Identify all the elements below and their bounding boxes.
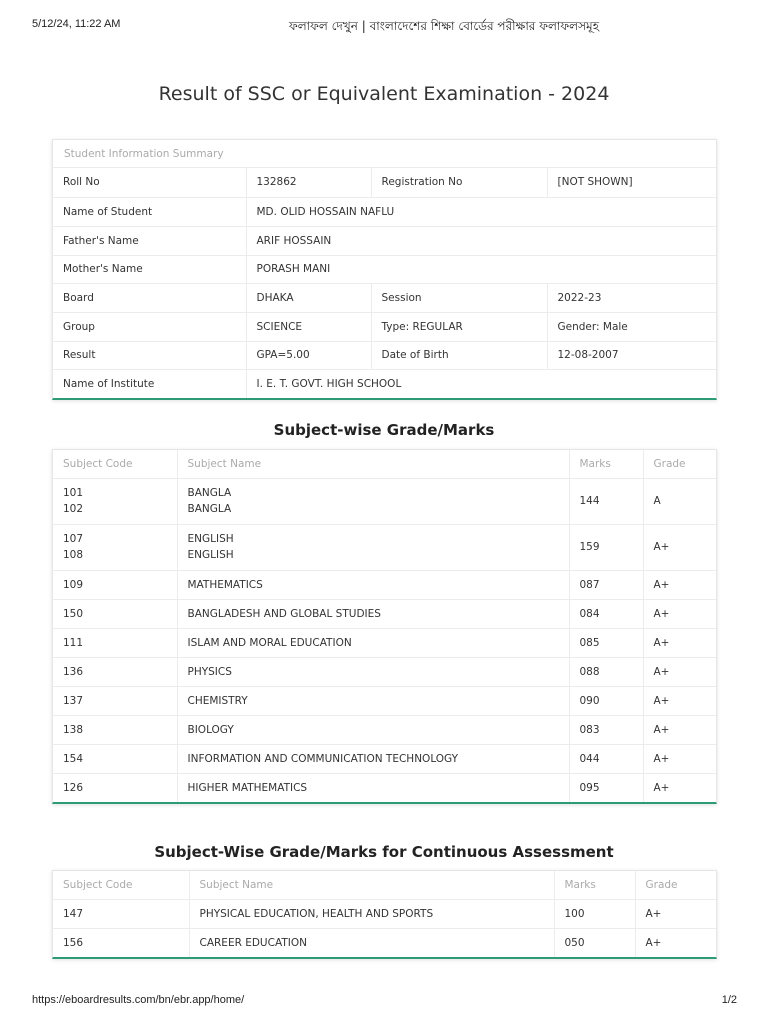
subject-code — [53, 715, 177, 744]
subject-name-line: BANGLA — [187, 503, 232, 515]
subject-code-line: 101 — [63, 487, 84, 499]
continuous-header-row — [53, 871, 716, 899]
group-label: Group — [53, 312, 246, 341]
subject-row — [53, 524, 716, 570]
print-page-number: 1/2 — [721, 994, 737, 1006]
subject-grade: A+ — [643, 715, 716, 744]
subjects-header-code: Subject Code — [53, 450, 177, 478]
continuous-header-name: Subject Name — [189, 871, 554, 899]
board-label: Board — [53, 283, 246, 312]
subjects-header-name: Subject Name — [177, 450, 569, 478]
subject-code-line: 126 — [63, 781, 84, 794]
subject-code — [53, 744, 177, 773]
subject-code — [53, 478, 177, 524]
subject-code-line: 109 — [63, 578, 84, 591]
subject-marks: 159 — [569, 524, 643, 570]
subjects-body — [53, 478, 716, 802]
subject-grade: A+ — [643, 599, 716, 628]
result-label: Result — [53, 341, 246, 369]
subjects-header-marks: Marks — [569, 450, 643, 478]
subject-name-line: PHYSICS — [187, 665, 232, 678]
father-name-label: Father's Name — [53, 226, 246, 255]
subject-code — [53, 570, 177, 599]
subject-grade: A+ — [643, 657, 716, 686]
subject-name-line: HIGHER MATHEMATICS — [187, 781, 308, 794]
subject-name-line: INFORMATION AND COMMUNICATION TECHNOLOGY — [187, 752, 459, 765]
result-value: GPA=5.00 — [246, 341, 371, 369]
continuous-header-grade: Grade — [635, 871, 716, 899]
ca-subject-row — [53, 928, 716, 957]
page-title: Result of SSC or Equivalent Examination - 2024 — [158, 82, 610, 105]
subject-row — [53, 478, 716, 524]
subject-code-line: 150 — [63, 607, 84, 620]
ca-subject-name-line: CAREER EDUCATION — [199, 936, 307, 949]
subject-code-line: 111 — [63, 636, 84, 649]
subject-row — [53, 657, 716, 686]
type-value: Type: REGULAR — [371, 312, 547, 341]
ca-subject-code — [53, 899, 189, 928]
summary-row-roll — [53, 168, 716, 197]
ca-subject-marks: 100 — [554, 899, 635, 928]
subject-row — [53, 715, 716, 744]
subjects-card — [52, 449, 717, 804]
continuous-body — [53, 899, 716, 957]
session-label: Session — [371, 283, 547, 312]
ca-subject-code-line: 147 — [63, 907, 84, 920]
summary-row-name — [53, 197, 716, 226]
father-name-value: ARIF HOSSAIN — [246, 226, 716, 255]
subject-name — [177, 628, 569, 657]
subject-code-line: 136 — [63, 665, 84, 678]
subject-code-line: 154 — [63, 752, 84, 765]
student-summary-card — [52, 139, 717, 400]
subject-marks: 084 — [569, 599, 643, 628]
ca-subject-grade: A+ — [635, 899, 716, 928]
continuous-table — [53, 871, 716, 957]
subject-name — [177, 715, 569, 744]
continuous-card — [52, 870, 717, 959]
subject-name — [177, 478, 569, 524]
subject-row — [53, 599, 716, 628]
subject-row — [53, 686, 716, 715]
subject-grade: A — [643, 478, 716, 524]
gender-value: Gender: Male — [547, 312, 716, 341]
subject-name-line: ENGLISH — [187, 533, 234, 545]
group-value: SCIENCE — [246, 312, 371, 341]
subject-code — [53, 657, 177, 686]
subject-name-line: BANGLADESH AND GLOBAL STUDIES — [187, 607, 381, 620]
subject-name-line: BANGLA — [187, 487, 232, 499]
summary-row-father — [53, 226, 716, 255]
subject-name — [177, 686, 569, 715]
session-value: 2022-23 — [547, 283, 716, 312]
summary-row-board — [53, 283, 716, 312]
subjects-header-grade: Grade — [643, 450, 716, 478]
subject-grade: A+ — [643, 744, 716, 773]
subject-name — [177, 599, 569, 628]
subject-name-line: BIOLOGY — [187, 723, 234, 736]
subject-grade: A+ — [643, 628, 716, 657]
subject-code-line: 137 — [63, 694, 84, 707]
subject-name-line: CHEMISTRY — [187, 694, 248, 707]
subject-grade: A+ — [643, 686, 716, 715]
dob-label: Date of Birth — [371, 341, 547, 369]
subject-name-line: ENGLISH — [187, 549, 234, 561]
registration-value: [NOT SHOWN] — [547, 168, 716, 197]
summary-row-mother — [53, 255, 716, 283]
summary-row-group — [53, 312, 716, 341]
subjects-table — [53, 450, 716, 802]
subject-name — [177, 524, 569, 570]
subject-code-line: 102 — [63, 503, 84, 515]
continuous-header-marks: Marks — [554, 871, 635, 899]
ca-subject-code-line: 156 — [63, 936, 84, 949]
summary-row-result — [53, 341, 716, 369]
mother-name-label: Mother's Name — [53, 255, 246, 283]
subject-marks: 090 — [569, 686, 643, 715]
summary-table — [53, 168, 716, 398]
subject-code — [53, 773, 177, 802]
subject-code-line: 138 — [63, 723, 84, 736]
ca-subject-name-line: PHYSICAL EDUCATION, HEALTH AND SPORTS — [199, 907, 434, 920]
student-name-value: MD. OLID HOSSAIN NAFLU — [246, 197, 716, 226]
dob-value: 12-08-2007 — [547, 341, 716, 369]
subject-name — [177, 570, 569, 599]
subject-name — [177, 744, 569, 773]
board-value: DHAKA — [246, 283, 371, 312]
subject-grade: A+ — [643, 524, 716, 570]
print-page-title: ফলাফল দেখুন | বাংলাদেশের শিক্ষা বোর্ডের পরীক্ষার ফলাফলসমূহ — [288, 19, 600, 33]
ca-subject-code — [53, 928, 189, 957]
subject-code-line: 107 — [63, 533, 84, 545]
subject-marks: 044 — [569, 744, 643, 773]
subject-row — [53, 570, 716, 599]
subject-marks: 087 — [569, 570, 643, 599]
ca-subject-grade: A+ — [635, 928, 716, 957]
institute-value: I. E. T. GOVT. HIGH SCHOOL — [246, 369, 716, 398]
print-datetime: 5/12/24, 11:22 AM — [32, 18, 121, 30]
subject-code — [53, 628, 177, 657]
subject-row — [53, 744, 716, 773]
subject-marks: 088 — [569, 657, 643, 686]
subject-name — [177, 773, 569, 802]
summary-header: Student Information Summary — [53, 140, 716, 168]
subject-marks: 083 — [569, 715, 643, 744]
subject-code — [53, 524, 177, 570]
summary-row-institute — [53, 369, 716, 398]
institute-label: Name of Institute — [53, 369, 246, 398]
ca-subject-marks: 050 — [554, 928, 635, 957]
subjects-section-title: Subject-wise Grade/Marks — [273, 421, 495, 439]
subjects-header-row — [53, 450, 716, 478]
ca-subject-name — [189, 899, 554, 928]
subject-code — [53, 599, 177, 628]
continuous-section-title: Subject-Wise Grade/Marks for Continuous Assessment — [154, 843, 614, 861]
print-url: https://eboardresults.com/bn/ebr.app/home/ — [32, 994, 245, 1006]
continuous-header-code: Subject Code — [53, 871, 189, 899]
subject-marks: 085 — [569, 628, 643, 657]
subject-code-line: 108 — [63, 549, 84, 561]
roll-value: 132862 — [246, 168, 371, 197]
subject-name-line: ISLAM AND MORAL EDUCATION — [187, 636, 352, 649]
roll-label: Roll No — [63, 176, 100, 189]
subject-name — [177, 657, 569, 686]
subject-row — [53, 628, 716, 657]
student-name-label: Name of Student — [53, 197, 246, 226]
ca-subject-name — [189, 928, 554, 957]
subject-code — [53, 686, 177, 715]
subject-name-line: MATHEMATICS — [187, 578, 263, 591]
subject-row — [53, 773, 716, 802]
ca-subject-row — [53, 899, 716, 928]
subject-marks: 095 — [569, 773, 643, 802]
registration-label: Registration No — [371, 168, 547, 197]
mother-name-value: PORASH MANI — [246, 255, 716, 283]
subject-grade: A+ — [643, 773, 716, 802]
subject-grade: A+ — [643, 570, 716, 599]
subject-marks: 144 — [569, 478, 643, 524]
